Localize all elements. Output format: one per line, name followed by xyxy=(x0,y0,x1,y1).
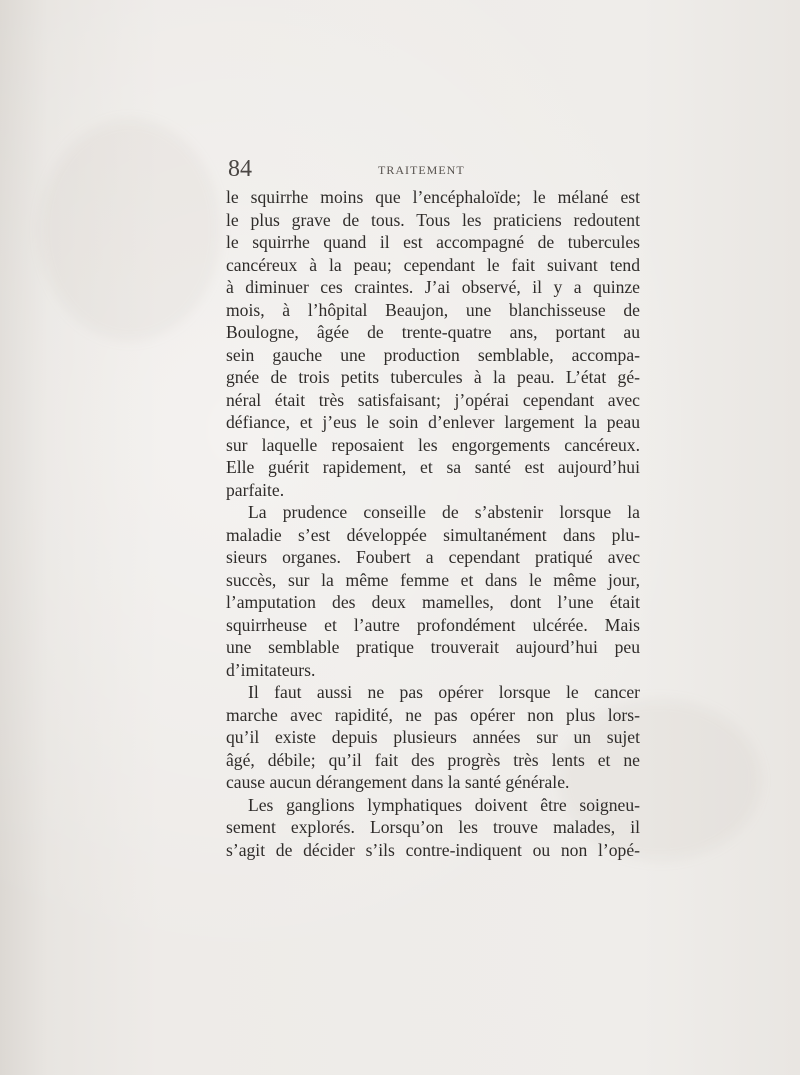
text-line: le plus grave de tous. Tous les praticiens redoutent xyxy=(226,209,640,230)
text-line: Boulogne, âgée de trente-quatre ans, portant au xyxy=(226,322,640,342)
body-text xyxy=(226,186,640,861)
text-line: défiance, et j’eus le soin d’enlever largement la peau xyxy=(226,412,640,432)
text-line: maladie s’est développée simultanément dans plu- xyxy=(226,524,640,545)
text-line: sur laquelle reposaient les engorgements cancéreux. xyxy=(226,434,640,455)
text-line: parfaite. xyxy=(226,479,285,500)
text-line: La prudence conseille de s’abstenir lorsque la xyxy=(248,502,640,522)
running-head: TRAITEMENT xyxy=(378,163,465,177)
text-line: âgé, débile; qu’il fait des progrès très lents et ne xyxy=(226,749,640,770)
text-line: Les ganglions lymphatiques doivent être soigneu- xyxy=(248,794,640,815)
text-line: qu’il existe depuis plusieurs années sur un sujet xyxy=(226,727,640,747)
text-line: succès, sur la même femme et dans le même jour, xyxy=(226,569,640,590)
page-number: 84 xyxy=(228,156,252,182)
text-line: s’agit de décider s’ils contre-indiquent ou non l’opé- xyxy=(226,839,640,860)
text-line: l’amputation des deux mamelles, dont l’une était xyxy=(226,592,640,612)
page-header xyxy=(228,154,640,184)
text-line: néral était très satisfaisant; j’opérai cependant avec xyxy=(226,389,640,410)
text-line: une semblable pratique trouverait aujourd’hui peu xyxy=(226,637,640,657)
text-line: Il faut aussi ne pas opérer lorsque le cancer xyxy=(248,682,640,702)
text-line: marche avec rapidité, ne pas opérer non plus lors- xyxy=(226,704,640,725)
text-line: sement explorés. Lorsqu’on les trouve malades, il xyxy=(226,817,640,837)
text-line: à diminuer ces craintes. J’ai observé, il y a quinze xyxy=(226,277,640,297)
text-line: le squirrhe quand il est accompagné de tubercules xyxy=(226,232,640,252)
text-line: Elle guérit rapidement, et sa santé est aujourd’hui xyxy=(226,457,640,477)
text-line: sieurs organes. Foubert a cependant pratiqué avec xyxy=(226,547,640,567)
text-line: d’imitateurs. xyxy=(226,659,316,680)
text-line: cause aucun dérangement dans la santé générale. xyxy=(226,772,570,792)
text-line: cancéreux à la peau; cependant le fait suivant tend xyxy=(226,254,640,275)
text-line: mois, à l’hôpital Beaujon, une blanchisseuse de xyxy=(226,299,640,320)
paper-stain xyxy=(40,120,220,340)
text-line: gnée de trois petits tubercules à la peau. L’état gé- xyxy=(226,367,640,387)
text-line: sein gauche une production semblable, accompa- xyxy=(226,344,640,365)
text-line: le squirrhe moins que l’encéphaloïde; le mélané est xyxy=(226,187,640,207)
text-line: squirrheuse et l’autre profondément ulcérée. Mais xyxy=(226,614,640,635)
